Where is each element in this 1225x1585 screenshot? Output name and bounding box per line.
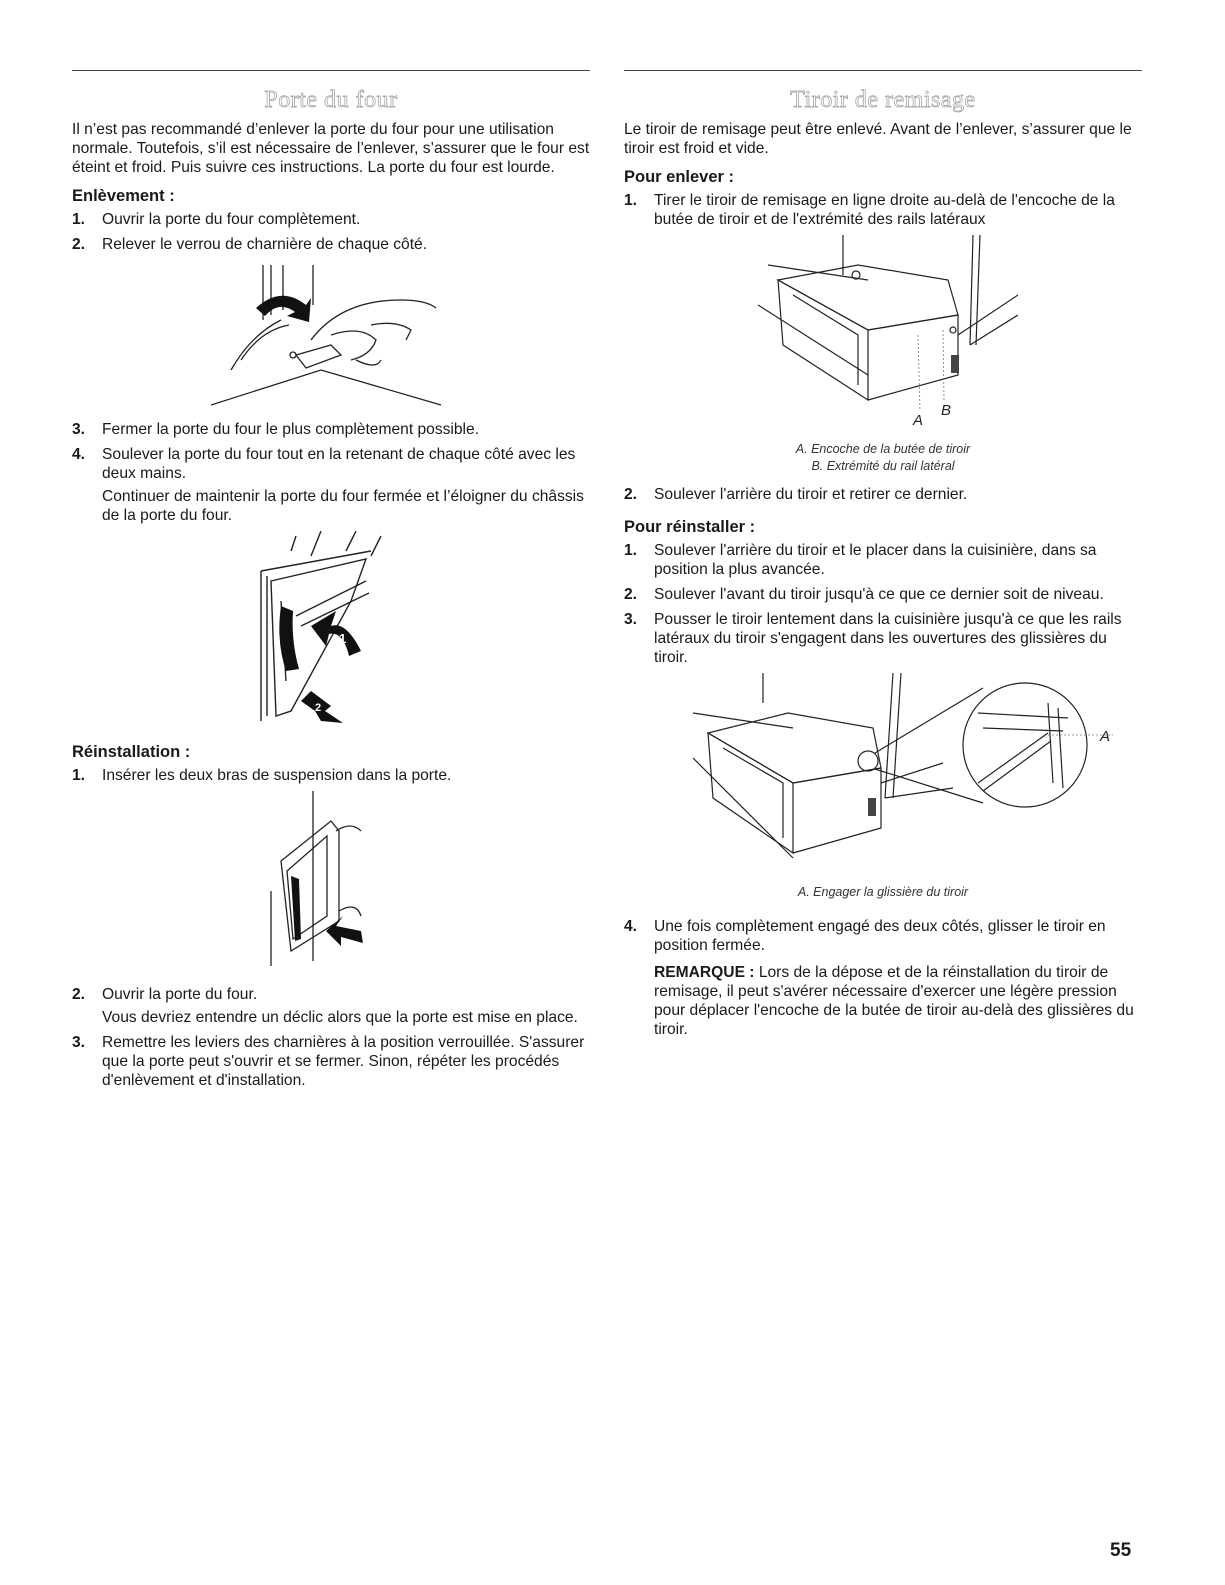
- step-text: Soulever l'arrière du tiroir et le placer dans la cuisinière, dans sa position la plus avancée.: [654, 542, 1097, 578]
- removal-heading: Enlèvement :: [72, 187, 175, 205]
- remove-heading: Pour enlever :: [624, 168, 735, 186]
- step-text: Soulever l'avant du tiroir jusqu'à ce que ce dernier soit de niveau.: [654, 586, 1104, 603]
- step-text: Tirer le tiroir de remisage en ligne droite au-delà de l'encoche de la butée de tiroir et de l'extrémité des rails latéraux: [654, 192, 1115, 228]
- reinstall-steps-list-end: [72, 1033, 590, 1090]
- list-item: [624, 485, 1142, 504]
- list-item: [72, 420, 590, 439]
- figure-caption: A. Encoche de la butée de tiroir: [795, 442, 971, 456]
- step-number: 3.: [624, 611, 638, 628]
- list-item: [624, 191, 1142, 229]
- intro-paragraph: Le tiroir de remisage peut être enlevé. Avant de l’enlever, s’assurer que le tiroir est froid et vide.: [624, 121, 1132, 157]
- step-text: Relever le verrou de charnière de chaque côté.: [102, 236, 428, 253]
- list-item: [624, 610, 1142, 667]
- removal-steps-list: [72, 210, 590, 254]
- step-text: Insérer les deux bras de suspension dans la porte.: [102, 767, 452, 784]
- section-title-storage-drawer: Tiroir de remisage: [790, 87, 976, 113]
- step-note: Vous devriez entendre un déclic alors que la porte est mise en place.: [102, 1009, 578, 1026]
- removal-steps-list-cont: [72, 420, 590, 483]
- step-number: 2.: [72, 986, 86, 1003]
- step-number: 4.: [624, 918, 638, 935]
- callout-label-b: B: [941, 402, 952, 419]
- reinstall-steps-list: [72, 766, 590, 785]
- remove-steps-list-cont: [624, 485, 1142, 504]
- step-number-label: 2: [315, 702, 322, 714]
- step-number: 4.: [72, 446, 86, 463]
- step-number: 1.: [72, 211, 86, 228]
- list-item: [72, 210, 590, 229]
- figure-caption: B. Extrémité du rail latéral: [811, 459, 955, 473]
- step-number: 3.: [72, 421, 86, 438]
- reinstall-heading: Pour réinstaller :: [624, 518, 756, 536]
- note-label: REMARQUE :: [654, 964, 755, 981]
- step-text: Remettre les leviers des charnières à la position verrouillée. S'assurer que la porte peut s'ouvrir et se fermer. Sinon, répéter les procédés d'enlèvement et d'installation.: [102, 1034, 585, 1089]
- list-item: [624, 585, 1142, 604]
- right-column: [624, 70, 1142, 1039]
- reinstall-steps-list: [624, 541, 1142, 667]
- left-column: [72, 70, 590, 1096]
- reinstall-heading: Réinstallation :: [72, 743, 191, 761]
- drawer-glide-illustration: [653, 673, 1113, 878]
- reinstall-steps-list-cont: [624, 917, 1142, 955]
- step-number: 2.: [624, 586, 638, 603]
- step-number: 3.: [72, 1034, 86, 1051]
- remove-steps-list: [624, 191, 1142, 229]
- hinge-lock-illustration: [211, 260, 451, 410]
- hanger-arms-illustration: [261, 791, 401, 971]
- step-note: Continuer de maintenir la porte du four fermée et l’éloigner du châssis de la porte du four.: [102, 488, 584, 524]
- door-lift-illustration: [251, 531, 411, 731]
- step-number-label: 1: [339, 631, 347, 646]
- reinstall-steps-list-cont: [72, 985, 590, 1004]
- step-text: Soulever l'arrière du tiroir et retirer ce dernier.: [654, 486, 968, 503]
- step-text: Pousser le tiroir lentement dans la cuisinière jusqu'à ce que les rails latéraux du tiroir s'engagent dans les ouvertures des glissières du tiroir.: [654, 611, 1122, 666]
- arrow-icon: [326, 916, 363, 946]
- note-text: Lors de la dépose et de la réinstallation du tiroir de remisage, il peut s'avérer nécessaire d'exercer une légère pression pour déplacer l'encoche de la butée de tiroir au-delà des glissières du tiroir.: [654, 964, 1134, 1038]
- step-text: Une fois complètement engagé des deux côtés, glisser le tiroir en position fermée.: [654, 918, 1106, 954]
- section-rule: [72, 70, 590, 71]
- callout-label-a: A: [913, 412, 924, 429]
- step-number: 1.: [624, 542, 638, 559]
- section-rule: [624, 70, 1142, 71]
- list-item: [72, 235, 590, 254]
- list-item: [624, 917, 1142, 955]
- step-text: Fermer la porte du four le plus complètement possible.: [102, 421, 480, 438]
- list-item: [72, 985, 590, 1004]
- step-number: 2.: [624, 486, 638, 503]
- intro-paragraph: Il n’est pas recommandé d’enlever la porte du four pour une utilisation normale. Toutefois, s’il est nécessaire de l’enlever, s’assurer que le four est éteint et froid. Puis suivre ces instructions. La porte du four est lourde.: [72, 121, 590, 176]
- step-number: 2.: [72, 236, 86, 253]
- list-item: [72, 1033, 590, 1090]
- step-number: 1.: [72, 767, 86, 784]
- callout-label-a: A: [1100, 728, 1111, 745]
- list-item: [72, 766, 590, 785]
- page-number: 55: [1110, 1540, 1132, 1561]
- step-number: 1.: [624, 192, 638, 209]
- drawer-removal-illustration: [748, 235, 1018, 435]
- figure-caption: A. Engager la glissière du tiroir: [797, 885, 969, 899]
- step-text: Soulever la porte du four tout en la retenant de chaque côté avec les deux mains.: [102, 446, 576, 482]
- step-text: Ouvrir la porte du four complètement.: [102, 211, 361, 228]
- note-paragraph: [654, 963, 1142, 1039]
- list-item: [624, 541, 1142, 579]
- step-text: Ouvrir la porte du four.: [102, 986, 258, 1003]
- list-item: [72, 445, 590, 483]
- arrow-icon: [301, 691, 343, 723]
- section-title-oven-door: Porte du four: [264, 87, 398, 113]
